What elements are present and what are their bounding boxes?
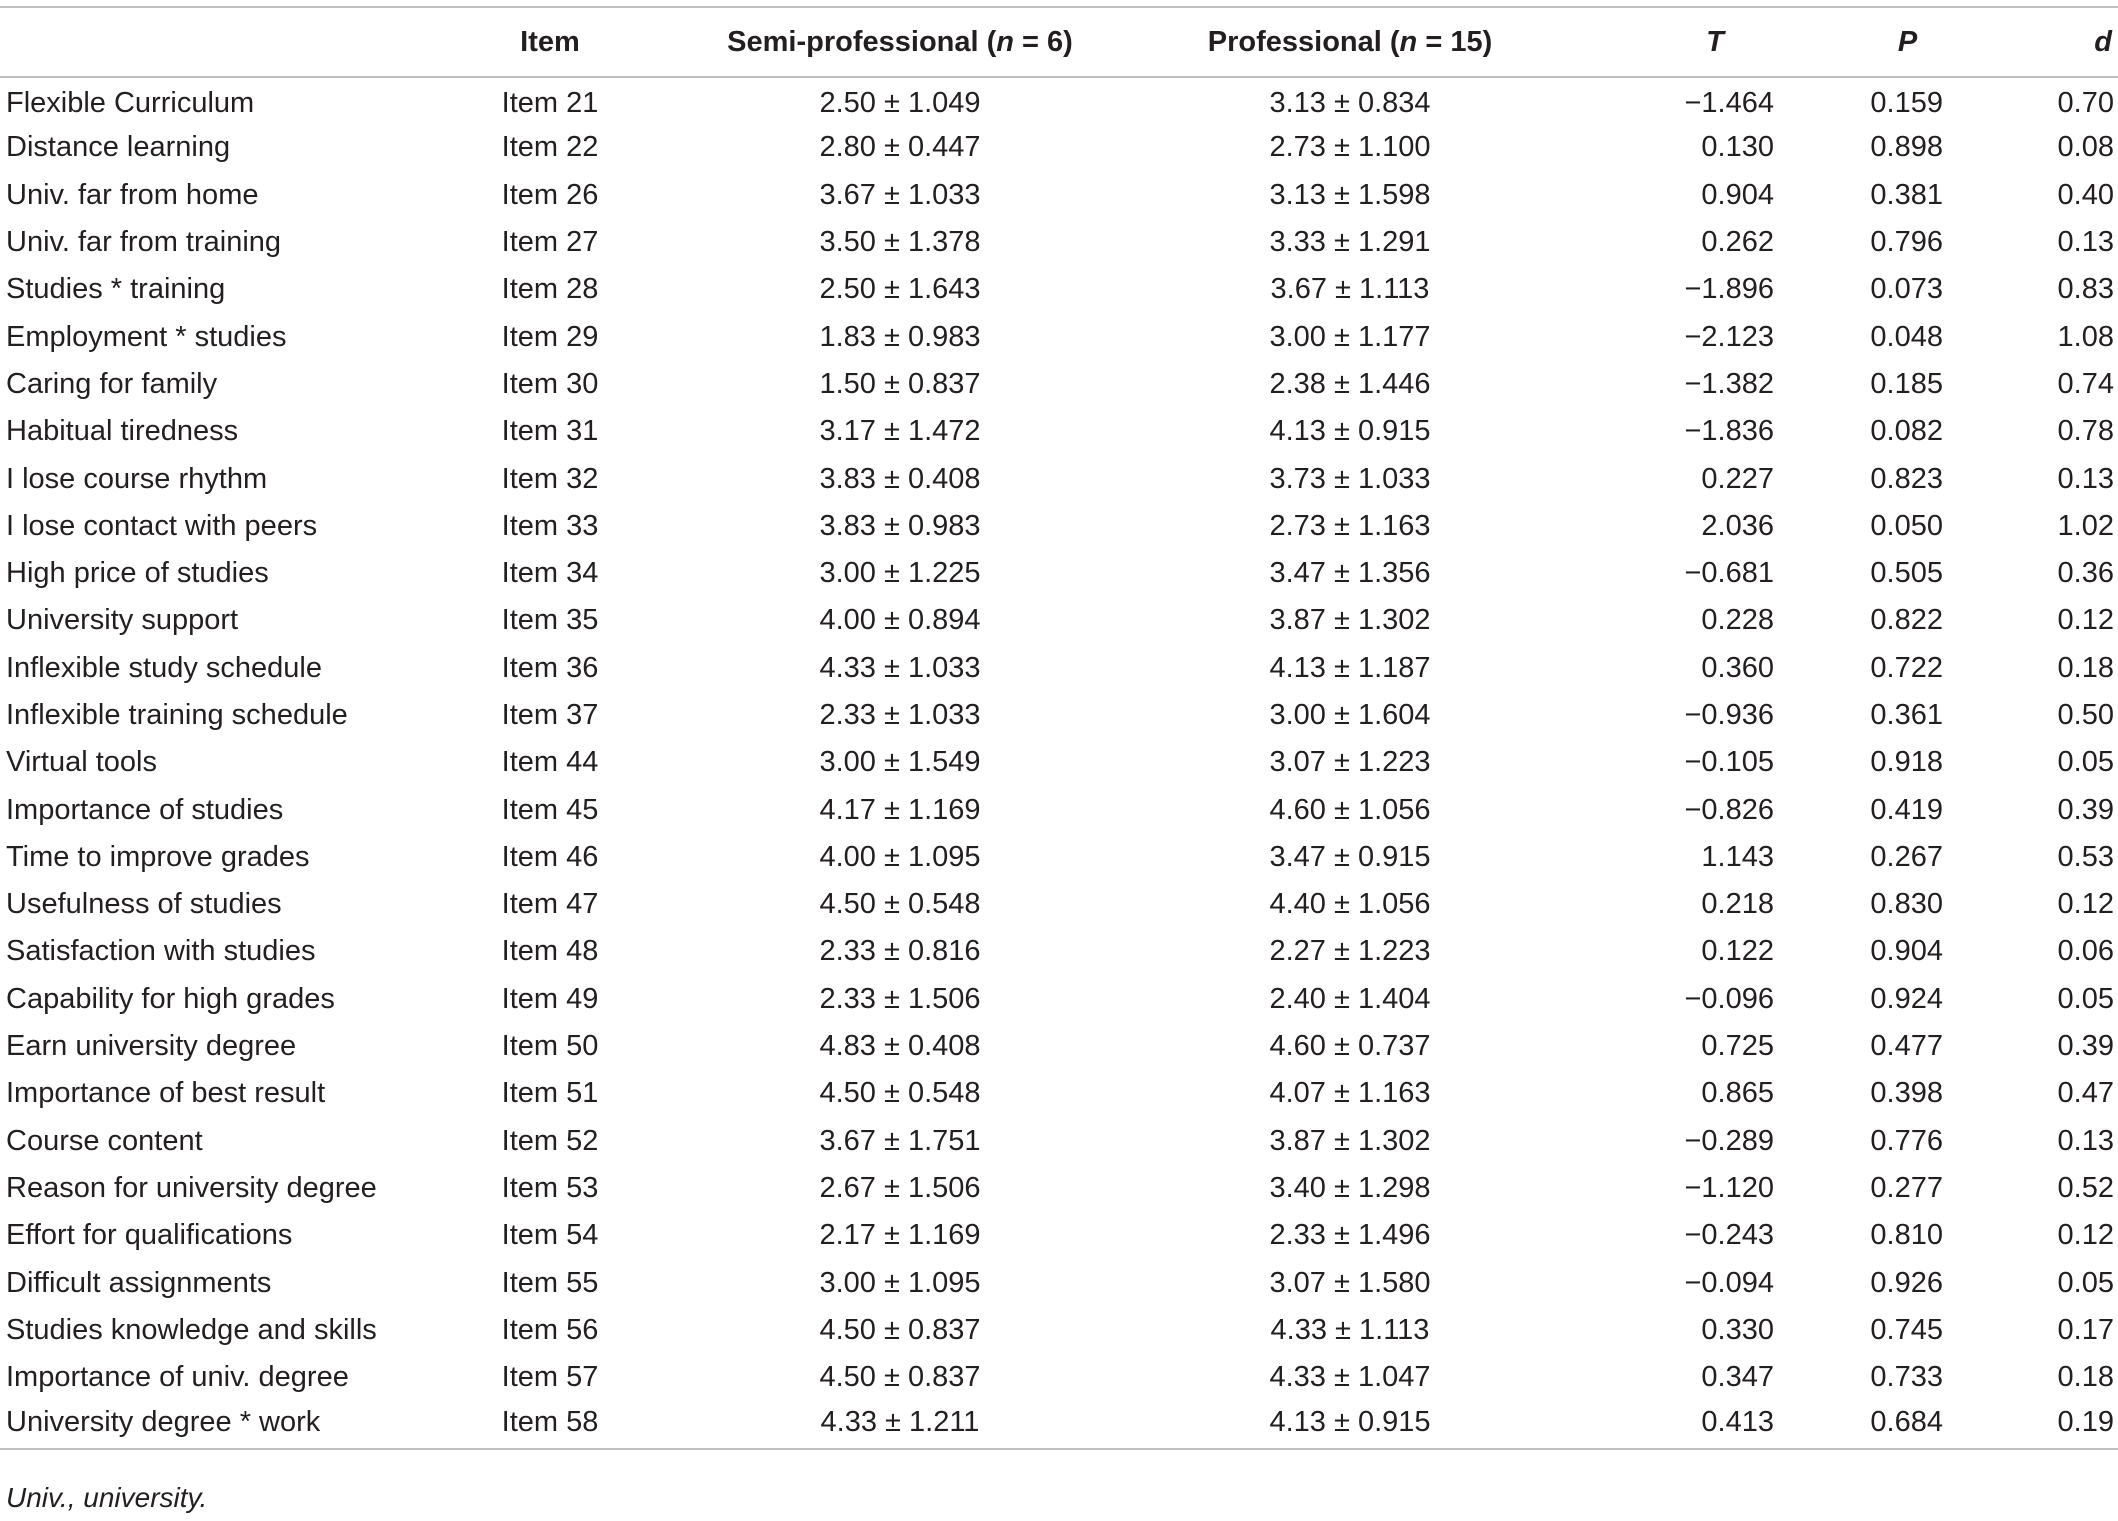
row-label: Reason for university degree bbox=[6, 1171, 377, 1204]
row-item: Item 35 bbox=[501, 604, 599, 637]
comparison-table bbox=[0, 6, 2118, 1450]
table-row bbox=[0, 124, 2118, 171]
row-p-value: 0.048 bbox=[1870, 320, 1943, 353]
row-t-value: −0.681 bbox=[1684, 557, 1774, 590]
row-p-value: 0.810 bbox=[1870, 1219, 1943, 1252]
row-p-value: 0.082 bbox=[1870, 415, 1943, 448]
row-p-value: 0.776 bbox=[1870, 1124, 1943, 1157]
table-row bbox=[0, 928, 2118, 975]
row-d-value: 0.83 bbox=[2057, 273, 2114, 306]
row-t-value: 0.360 bbox=[1701, 651, 1774, 684]
row-p-value: 0.361 bbox=[1870, 699, 1943, 731]
row-p-value: 0.050 bbox=[1870, 509, 1943, 542]
row-label: High price of studies bbox=[6, 557, 269, 590]
row-semi-professional: 4.50 ± 0.837 bbox=[819, 1361, 981, 1394]
row-d-value: 0.70 bbox=[2057, 86, 2114, 119]
row-p-value: 0.684 bbox=[1800, 1401, 1975, 1448]
row-d-value: 0.05 bbox=[2057, 1266, 2114, 1299]
row-semi-professional: 2.50 ± 1.049 bbox=[819, 86, 981, 119]
row-p-value: 0.924 bbox=[1870, 982, 1943, 1015]
table-row bbox=[0, 1070, 2118, 1117]
row-item: Item 27 bbox=[501, 226, 599, 259]
row-p-value: 0.398 bbox=[1870, 1077, 1943, 1110]
table-row bbox=[0, 1354, 2118, 1401]
table-row bbox=[0, 1401, 2118, 1448]
row-d-value: 0.12 bbox=[2057, 604, 2114, 637]
row-t-value: −1.382 bbox=[1684, 367, 1774, 400]
row-item: Item 48 bbox=[501, 935, 599, 968]
row-p-value: 0.822 bbox=[1870, 604, 1943, 637]
row-t-value: 0.865 bbox=[1701, 1077, 1774, 1110]
row-professional: 3.13 ± 0.834 bbox=[1269, 86, 1431, 119]
row-p-value: 0.381 bbox=[1870, 178, 1943, 211]
row-p-value: 0.722 bbox=[1870, 651, 1943, 684]
header-professional bbox=[1130, 7, 1570, 77]
row-professional: 4.13 ± 0.915 bbox=[1269, 415, 1431, 448]
row-professional: 4.13 ± 1.187 bbox=[1269, 651, 1431, 684]
row-item: Item 47 bbox=[501, 888, 599, 921]
row-professional: 2.38 ± 1.446 bbox=[1269, 367, 1431, 400]
row-semi-professional: 2.33 ± 0.816 bbox=[819, 935, 981, 968]
header-prof-n: n bbox=[1399, 25, 1418, 58]
row-label: Importance of studies bbox=[6, 793, 284, 826]
row-t-value: 2.036 bbox=[1701, 509, 1774, 542]
table-row bbox=[0, 503, 2118, 550]
row-label: Studies knowledge and skills bbox=[6, 1313, 377, 1346]
row-item: Item 54 bbox=[501, 1219, 599, 1252]
table-row bbox=[0, 550, 2118, 597]
row-d-value: 0.17 bbox=[2057, 1313, 2114, 1346]
row-item: Item 30 bbox=[501, 367, 599, 400]
row-semi-professional: 4.00 ± 1.095 bbox=[819, 840, 981, 873]
row-semi-professional: 4.50 ± 0.548 bbox=[819, 1077, 981, 1110]
row-t-value: 1.143 bbox=[1701, 840, 1774, 873]
row-d-value: 0.12 bbox=[2057, 888, 2114, 921]
row-item: Item 36 bbox=[501, 651, 599, 684]
row-item: Item 33 bbox=[501, 509, 599, 542]
row-semi-professional: 3.67 ± 1.751 bbox=[819, 1124, 981, 1157]
row-d-value: 0.18 bbox=[2057, 651, 2114, 684]
row-t-value: 0.130 bbox=[1701, 131, 1774, 164]
row-semi-professional: 4.50 ± 0.837 bbox=[819, 1313, 981, 1346]
table-row bbox=[0, 77, 2118, 124]
row-p-value: 0.830 bbox=[1870, 888, 1943, 921]
row-label: Earn university degree bbox=[6, 1030, 297, 1063]
table-row bbox=[0, 455, 2118, 502]
row-t-value: −0.243 bbox=[1684, 1219, 1774, 1252]
row-t-value: −0.936 bbox=[1684, 699, 1774, 731]
row-d-value: 0.39 bbox=[2057, 793, 2114, 826]
row-semi-professional: 3.50 ± 1.378 bbox=[819, 226, 981, 259]
table-row bbox=[0, 597, 2118, 644]
header-p: P bbox=[1800, 7, 1975, 77]
row-item: Item 21 bbox=[501, 86, 599, 119]
row-professional: 3.87 ± 1.302 bbox=[1269, 604, 1431, 637]
header-semi-professional bbox=[670, 7, 1130, 77]
row-semi-professional: 3.17 ± 1.472 bbox=[819, 415, 981, 448]
row-semi-professional: 3.83 ± 0.408 bbox=[819, 462, 981, 495]
row-p-value: 0.733 bbox=[1870, 1361, 1943, 1394]
row-label: Time to improve grades bbox=[6, 840, 310, 873]
row-item: Item 58 bbox=[430, 1401, 670, 1448]
row-item: Item 46 bbox=[501, 840, 599, 873]
row-p-value: 0.073 bbox=[1870, 273, 1943, 306]
row-t-value: 0.228 bbox=[1701, 604, 1774, 637]
row-item: Item 29 bbox=[501, 320, 599, 353]
row-semi-professional: 3.00 ± 1.095 bbox=[819, 1266, 981, 1299]
row-d-value: 0.53 bbox=[2057, 840, 2114, 873]
row-semi-professional: 4.17 ± 1.169 bbox=[819, 793, 981, 826]
row-semi-professional: 4.83 ± 0.408 bbox=[819, 1030, 981, 1063]
row-p-value: 0.477 bbox=[1870, 1030, 1943, 1063]
table-row bbox=[0, 834, 2118, 881]
row-label: Employment * studies bbox=[6, 320, 287, 353]
row-semi-professional: 3.00 ± 1.225 bbox=[819, 557, 981, 590]
row-t-value: 0.725 bbox=[1701, 1030, 1774, 1063]
row-t-value: 0.218 bbox=[1701, 888, 1774, 921]
row-d-value: 1.02 bbox=[2057, 509, 2114, 542]
row-p-value: 0.918 bbox=[1870, 746, 1943, 779]
row-label: Effort for qualifications bbox=[6, 1219, 293, 1252]
row-item: Item 22 bbox=[501, 131, 599, 164]
row-d-value: 0.19 bbox=[1975, 1401, 2118, 1448]
row-item: Item 37 bbox=[501, 699, 599, 731]
row-professional: 3.00 ± 1.604 bbox=[1269, 699, 1431, 731]
row-t-value: 0.227 bbox=[1701, 462, 1774, 495]
row-label: University support bbox=[6, 604, 239, 637]
row-d-value: 0.05 bbox=[2057, 982, 2114, 1015]
row-p-value: 0.277 bbox=[1870, 1171, 1943, 1204]
header-row bbox=[0, 7, 2118, 77]
row-p-value: 0.185 bbox=[1870, 367, 1943, 400]
row-d-value: 1.08 bbox=[2057, 320, 2114, 353]
row-label: Difficult assignments bbox=[6, 1266, 272, 1299]
row-item: Item 31 bbox=[501, 415, 599, 448]
header-t: T bbox=[1570, 7, 1800, 77]
header-semi-n: n bbox=[996, 25, 1014, 58]
row-label: Importance of univ. degree bbox=[6, 1361, 349, 1394]
row-professional: 4.40 ± 1.056 bbox=[1269, 888, 1431, 921]
table-row bbox=[0, 1023, 2118, 1070]
row-professional: 3.07 ± 1.580 bbox=[1269, 1266, 1431, 1299]
row-professional: 2.40 ± 1.404 bbox=[1269, 982, 1431, 1015]
row-t-value: 0.904 bbox=[1701, 178, 1774, 211]
row-t-value: 0.122 bbox=[1701, 935, 1774, 968]
row-p-value: 0.904 bbox=[1870, 935, 1943, 968]
table-body bbox=[0, 77, 2118, 1449]
row-label: Inflexible study schedule bbox=[6, 651, 322, 684]
row-d-value: 0.05 bbox=[2057, 746, 2114, 779]
row-d-value: 0.47 bbox=[2057, 1077, 2114, 1110]
row-p-value: 0.419 bbox=[1870, 793, 1943, 826]
row-semi-professional: 4.00 ± 0.894 bbox=[819, 604, 981, 637]
row-professional: 3.47 ± 0.915 bbox=[1269, 840, 1431, 873]
row-d-value: 0.40 bbox=[2057, 178, 2114, 211]
row-t-value: −1.464 bbox=[1684, 86, 1774, 119]
row-p-value: 0.745 bbox=[1870, 1313, 1943, 1346]
table-header bbox=[0, 7, 2118, 77]
row-professional: 3.47 ± 1.356 bbox=[1269, 557, 1431, 590]
row-item: Item 28 bbox=[501, 273, 599, 306]
row-d-value: 0.18 bbox=[2057, 1361, 2114, 1394]
row-professional: 3.87 ± 1.302 bbox=[1269, 1124, 1431, 1157]
row-professional: 2.73 ± 1.163 bbox=[1269, 509, 1431, 542]
row-label: Flexible Curriculum bbox=[6, 86, 255, 119]
row-t-value: −0.094 bbox=[1684, 1266, 1774, 1299]
table-row bbox=[0, 1212, 2118, 1259]
row-label: Inflexible training schedule bbox=[6, 699, 348, 731]
table-row bbox=[0, 645, 2118, 692]
row-label: Usefulness of studies bbox=[6, 888, 282, 921]
row-d-value: 0.13 bbox=[2057, 1124, 2114, 1157]
row-p-value: 0.796 bbox=[1870, 226, 1943, 259]
row-professional: 4.13 ± 0.915 bbox=[1130, 1401, 1570, 1448]
row-label: Satisfaction with studies bbox=[6, 935, 316, 968]
row-t-value: 0.262 bbox=[1701, 226, 1774, 259]
row-item: Item 32 bbox=[501, 462, 599, 495]
row-d-value: 0.74 bbox=[2057, 367, 2114, 400]
row-d-value: 0.06 bbox=[2057, 935, 2114, 968]
row-professional: 4.07 ± 1.163 bbox=[1269, 1077, 1431, 1110]
row-professional: 2.27 ± 1.223 bbox=[1269, 935, 1431, 968]
row-professional: 2.73 ± 1.100 bbox=[1269, 131, 1431, 164]
row-semi-professional: 4.33 ± 1.033 bbox=[819, 651, 981, 684]
table-row bbox=[0, 172, 2118, 219]
header-item: Item bbox=[430, 7, 670, 77]
row-label: I lose course rhythm bbox=[6, 462, 268, 495]
row-label: Virtual tools bbox=[6, 746, 157, 779]
row-d-value: 0.12 bbox=[2057, 1219, 2114, 1252]
row-p-value: 0.159 bbox=[1870, 86, 1943, 119]
row-t-value: 0.413 bbox=[1570, 1401, 1800, 1448]
row-professional: 3.73 ± 1.033 bbox=[1269, 462, 1431, 495]
row-semi-professional: 2.80 ± 0.447 bbox=[819, 131, 981, 164]
table-row bbox=[0, 1307, 2118, 1354]
header-label bbox=[0, 7, 430, 77]
table-row bbox=[0, 692, 2118, 739]
table-row bbox=[0, 313, 2118, 360]
row-label: Univ. far from home bbox=[6, 178, 259, 211]
row-professional: 3.13 ± 1.598 bbox=[1269, 178, 1431, 211]
row-label: Caring for family bbox=[6, 367, 218, 400]
row-professional: 2.33 ± 1.496 bbox=[1269, 1219, 1431, 1252]
row-d-value: 0.08 bbox=[2057, 131, 2114, 164]
row-professional: 3.67 ± 1.113 bbox=[1270, 273, 1430, 306]
table-row bbox=[0, 786, 2118, 833]
row-item: Item 51 bbox=[501, 1077, 599, 1110]
row-label: University degree * work bbox=[0, 1401, 430, 1448]
row-label: Distance learning bbox=[6, 131, 231, 164]
table-row bbox=[0, 881, 2118, 928]
header-d: d bbox=[1975, 7, 2118, 77]
row-p-value: 0.505 bbox=[1870, 557, 1943, 590]
row-t-value: −0.105 bbox=[1684, 746, 1774, 779]
row-semi-professional: 1.50 ± 0.837 bbox=[819, 367, 981, 400]
row-label: I lose contact with peers bbox=[6, 509, 318, 542]
table-row bbox=[0, 739, 2118, 786]
row-label: Studies * training bbox=[6, 273, 226, 306]
row-d-value: 0.50 bbox=[2057, 699, 2114, 731]
row-t-value: 0.347 bbox=[1701, 1361, 1774, 1394]
row-item: Item 53 bbox=[501, 1171, 599, 1204]
row-t-value: 0.330 bbox=[1701, 1313, 1774, 1346]
row-semi-professional: 1.83 ± 0.983 bbox=[819, 320, 981, 353]
row-t-value: −0.826 bbox=[1684, 793, 1774, 826]
table-row bbox=[0, 1165, 2118, 1212]
row-d-value: 0.13 bbox=[2057, 462, 2114, 495]
row-semi-professional: 3.83 ± 0.983 bbox=[819, 509, 981, 542]
row-label: Habitual tiredness bbox=[6, 415, 239, 448]
row-item: Item 44 bbox=[501, 746, 599, 779]
row-professional: 4.33 ± 1.047 bbox=[1269, 1361, 1431, 1394]
table-footnote: Univ., university. bbox=[6, 1482, 208, 1513]
row-d-value: 0.13 bbox=[2057, 226, 2114, 259]
row-professional: 3.40 ± 1.298 bbox=[1269, 1171, 1431, 1204]
row-label: Capability for high grades bbox=[6, 982, 335, 1015]
header-semi-prefix: Semi-professional ( bbox=[727, 25, 997, 58]
header-semi-suffix: = 6) bbox=[1014, 25, 1073, 58]
row-semi-professional: 3.67 ± 1.033 bbox=[819, 178, 981, 211]
table-row bbox=[0, 266, 2118, 313]
row-p-value: 0.926 bbox=[1870, 1266, 1943, 1299]
row-item: Item 45 bbox=[501, 793, 599, 826]
row-label: Univ. far from training bbox=[6, 226, 282, 259]
row-t-value: −1.836 bbox=[1684, 415, 1774, 448]
row-semi-professional: 4.33 ± 1.211 bbox=[670, 1401, 1130, 1448]
row-item: Item 55 bbox=[501, 1266, 599, 1299]
row-d-value: 0.39 bbox=[2057, 1030, 2114, 1063]
row-p-value: 0.898 bbox=[1870, 131, 1943, 164]
row-professional: 3.07 ± 1.223 bbox=[1269, 746, 1431, 779]
row-item: Item 50 bbox=[501, 1030, 599, 1063]
row-item: Item 57 bbox=[501, 1361, 599, 1394]
row-semi-professional: 3.00 ± 1.549 bbox=[819, 746, 981, 779]
row-p-value: 0.267 bbox=[1870, 840, 1943, 873]
table-row bbox=[0, 1259, 2118, 1306]
row-item: Item 26 bbox=[501, 178, 599, 211]
row-professional: 4.60 ± 0.737 bbox=[1269, 1030, 1431, 1063]
row-professional: 3.00 ± 1.177 bbox=[1269, 320, 1431, 353]
row-t-value: −0.289 bbox=[1684, 1124, 1774, 1157]
row-p-value: 0.823 bbox=[1870, 462, 1943, 495]
row-d-value: 0.78 bbox=[2057, 415, 2114, 448]
row-item: Item 52 bbox=[501, 1124, 599, 1157]
row-item: Item 56 bbox=[501, 1313, 599, 1346]
row-semi-professional: 4.50 ± 0.548 bbox=[819, 888, 981, 921]
row-semi-professional: 2.67 ± 1.506 bbox=[819, 1171, 981, 1204]
row-label: Importance of best result bbox=[6, 1077, 326, 1110]
row-t-value: −2.123 bbox=[1684, 320, 1774, 353]
table-row bbox=[0, 361, 2118, 408]
row-t-value: −0.096 bbox=[1684, 982, 1774, 1015]
row-semi-professional: 2.50 ± 1.643 bbox=[819, 273, 981, 306]
row-item: Item 49 bbox=[501, 982, 599, 1015]
row-professional: 3.33 ± 1.291 bbox=[1269, 226, 1431, 259]
row-d-value: 0.36 bbox=[2057, 557, 2114, 590]
row-d-value: 0.52 bbox=[2057, 1171, 2114, 1204]
row-professional: 4.60 ± 1.056 bbox=[1269, 793, 1431, 826]
table-row bbox=[0, 1118, 2118, 1165]
header-prof-prefix: Professional ( bbox=[1207, 25, 1400, 58]
row-t-value: −1.896 bbox=[1684, 273, 1774, 306]
row-item: Item 34 bbox=[501, 557, 599, 590]
row-semi-professional: 2.17 ± 1.169 bbox=[819, 1219, 981, 1252]
header-prof-suffix: = 15) bbox=[1417, 25, 1493, 58]
row-professional: 4.33 ± 1.113 bbox=[1270, 1313, 1430, 1346]
row-t-value: −1.120 bbox=[1684, 1171, 1774, 1204]
row-label: Course content bbox=[6, 1124, 203, 1157]
row-semi-professional: 2.33 ± 1.033 bbox=[819, 699, 981, 731]
table-row bbox=[0, 976, 2118, 1023]
row-semi-professional: 2.33 ± 1.506 bbox=[819, 982, 981, 1015]
table-row bbox=[0, 219, 2118, 266]
table-row bbox=[0, 408, 2118, 455]
